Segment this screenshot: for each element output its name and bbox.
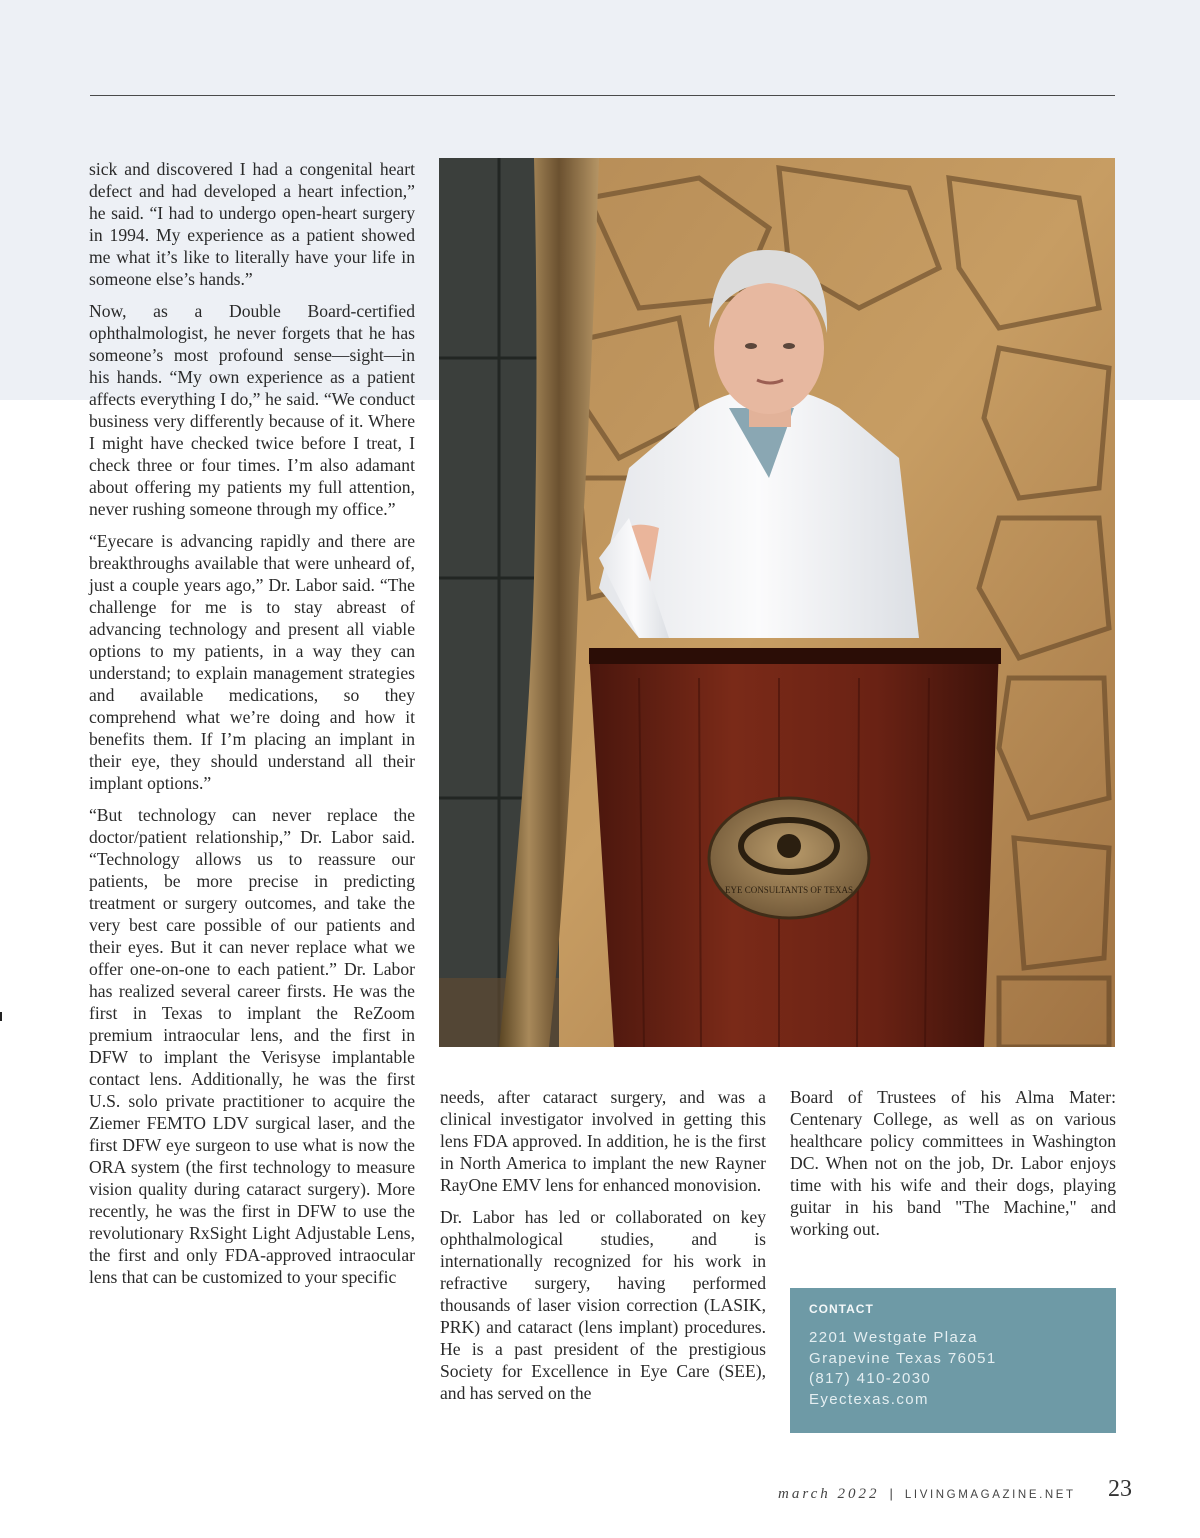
edge-mark bbox=[0, 1012, 2, 1021]
contact-phone[interactable]: (817) 410-2030 bbox=[809, 1370, 932, 1387]
contact-title: CONTACT bbox=[809, 1302, 874, 1316]
contact-address-line2: Grapevine Texas 76051 bbox=[809, 1349, 997, 1367]
article-column-middle bbox=[440, 1086, 766, 1414]
paragraph: sick and discovered I had a congenital heart defect and had developed a heart infection,” he said. “I had to undergo open-heart surgery in 1994. My experience as a patient showed me what it’s like to literally have your life in someone else’s hands.” bbox=[89, 159, 415, 289]
contact-website-link[interactable]: Eyectexas.com bbox=[809, 1390, 929, 1408]
paragraph: Now, as a Double Board-certified ophthalmologist, he never forgets that he has someone’s most profound sense—sight—in his hands. “My own experience as a patient affects everything I do,” he said. “We conduct business very differently because of it. Where I might have checked twice before I treat, I check three or four times. I’m also adamant about offering my patients my full attention, never rushing someone through my office.” bbox=[89, 301, 415, 519]
footer-separator: | bbox=[889, 1486, 893, 1501]
article-column-right bbox=[790, 1086, 1116, 1250]
paragraph: “Eyecare is advancing rapidly and there are breakthroughs available that were unheard of, just a couple years ago,” Dr. Labor said. “The challenge for me is to stay abreast of advancing technology and present all viable options to my patients, in a way they can understand; to explain management strategies and available medications, so they comprehend what we’re doing and how it benefits them. If I’m placing an implant in their eye, they should understand all their implant options.” bbox=[89, 531, 415, 793]
page-number: 23 bbox=[1108, 1476, 1132, 1502]
podium-plaque-text: EYE CONSULTANTS OF TEXAS bbox=[724, 885, 854, 895]
issue-date: march 2022 bbox=[778, 1486, 880, 1502]
paragraph: Board of Trustees of his Alma Mater: Centenary College, as well as on various healthcare policy committees in Washington DC. When not on the job, Dr. Labor enjoys time with his wife and their dogs, playing guitar in his band "The Machine," and working out. bbox=[790, 1087, 1116, 1239]
magazine-website[interactable]: LIVINGMAGAZINE.NET bbox=[904, 1489, 1076, 1501]
page-footer bbox=[778, 1486, 1076, 1508]
contact-box bbox=[790, 1288, 1116, 1433]
doctor-at-podium-photo bbox=[439, 158, 1115, 1047]
paragraph: Dr. Labor has led or collaborated on key ophthalmological studies, and is internationally recognized for his work in refractive surgery, having performed thousands of laser vision correction (LASIK, PRK) and cataract (lens implant) procedures. He is a past president of the prestigious Society for Excellence in Eye Care (SEE), and has served on the bbox=[440, 1207, 766, 1403]
contact-address-line1: 2201 Westgate Plaza bbox=[809, 1329, 978, 1346]
paragraph: needs, after cataract surgery, and was a clinical investigator involved in getting this lens FDA approved. In addition, he is the first in North America to implant the new Rayner RayOne EMV lens for enhanced monovision. bbox=[440, 1087, 766, 1195]
article-column-left bbox=[89, 158, 415, 1298]
paragraph: “But technology can never replace the doctor/patient relationship,” Dr. Labor said. “Technology allows us to reassure our patients, be more precise in predicting treatment or surgery outcomes, and take the very best care possible of our patients and their eyes. But it can never replace what we offer one-on-one to each patient.” Dr. Labor has realized several career firsts. He was the first in Texas to implant the ReZoom premium intraocular lens, and the first in DFW to implant the Verisyse implantable contact lens. Additionally, he was the first U.S. solo private practitioner to acquire the Ziemer FEMTO LDV surgical laser, and the first DFW eye surgeon to use what is now the ORA system (the first technology to measure vision quality during cataract surgery). More recently, he was the first in DFW to use the revolutionary RxSight Light Adjustable Lens, the first and only FDA-approved intraocular lens that can be customized to your specific bbox=[89, 805, 415, 1287]
header-rule bbox=[90, 95, 1115, 96]
